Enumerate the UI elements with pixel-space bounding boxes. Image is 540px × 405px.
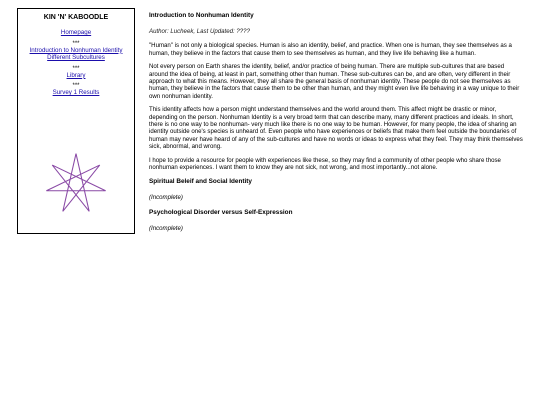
site-title: KIN 'N' KABOODLE [43, 14, 109, 21]
paragraph: "Human" is not only a biological species. Human is also an identity, belief, and practice. When one is human, they see themselves as a human, they believe in the factors that cause them to see themselves as human, and they live life behaving like a human. [149, 42, 512, 57]
author-line: Author: Lucheek, Last Updated: ???? [149, 28, 250, 35]
section-heading-spiritual: Spiritual Beleif and Social Identity [149, 177, 252, 185]
separator: *** [72, 40, 80, 47]
page-title: Introduction to Nonhuman Identity [149, 12, 254, 19]
section-heading-psychological: Psychological Disorder versus Self-Expression [149, 208, 293, 216]
paragraph: This identity affects how a person might understand themselves and the world around them. This affect might be drastic or minor, depending on the person. Nonhuman Identity is a very broad term that can describe many, many different practices and ideals. In short, there is no one way to be nonhuman- very much like there is no one way to be human. However, for many people, the idea of sharing an identity outside one's species is unheard of. Even people who have experiences or beliefs that make them feel outside the boundaries of human may never have heard of any of the sub-cultures and have no words or ideas to express what they feel. They may think themselves sick, abnormal, and wrong. [149, 106, 523, 151]
paragraph: Not every person on Earth shares the identity, belief, and/or practice of being human. There are multiple sub-cultures that are based around the idea of being, at least in part, something other than human. These sub-cultures can be, and are often, very different in their approach to what this means. However, they all share the general basis of nonhuman identity. These people do not see themselves as human, they believe in the factors that cause them to be other than human, and they might even live life behaving in a way unique to their own nonhuman identity. [149, 63, 520, 100]
section-status: (Incomplete) [149, 193, 183, 201]
sidebar [17, 8, 135, 234]
nav-link-homepage[interactable]: Homepage [60, 29, 92, 36]
nav-link-intro[interactable]: Introduction to Nonhuman Identity [29, 46, 123, 54]
heptagram-star-icon [43, 142, 109, 222]
section-status: (Incomplete) [149, 224, 183, 232]
nav-link-subcultures[interactable]: Different Subcultures [47, 54, 105, 62]
nav-link-library[interactable]: Library [66, 71, 86, 79]
main-content [149, 12, 523, 240]
nav-link-survey[interactable]: Survey 1 Results [52, 89, 100, 97]
separator: *** [72, 83, 80, 90]
separator: *** [72, 65, 80, 72]
paragraph: I hope to provide a resource for people with experiences like these, so they may find a community of other people who share those nonhuman experiences. I want them to know they are not sick, not wrong, and most importantly...not alone. [149, 156, 501, 172]
